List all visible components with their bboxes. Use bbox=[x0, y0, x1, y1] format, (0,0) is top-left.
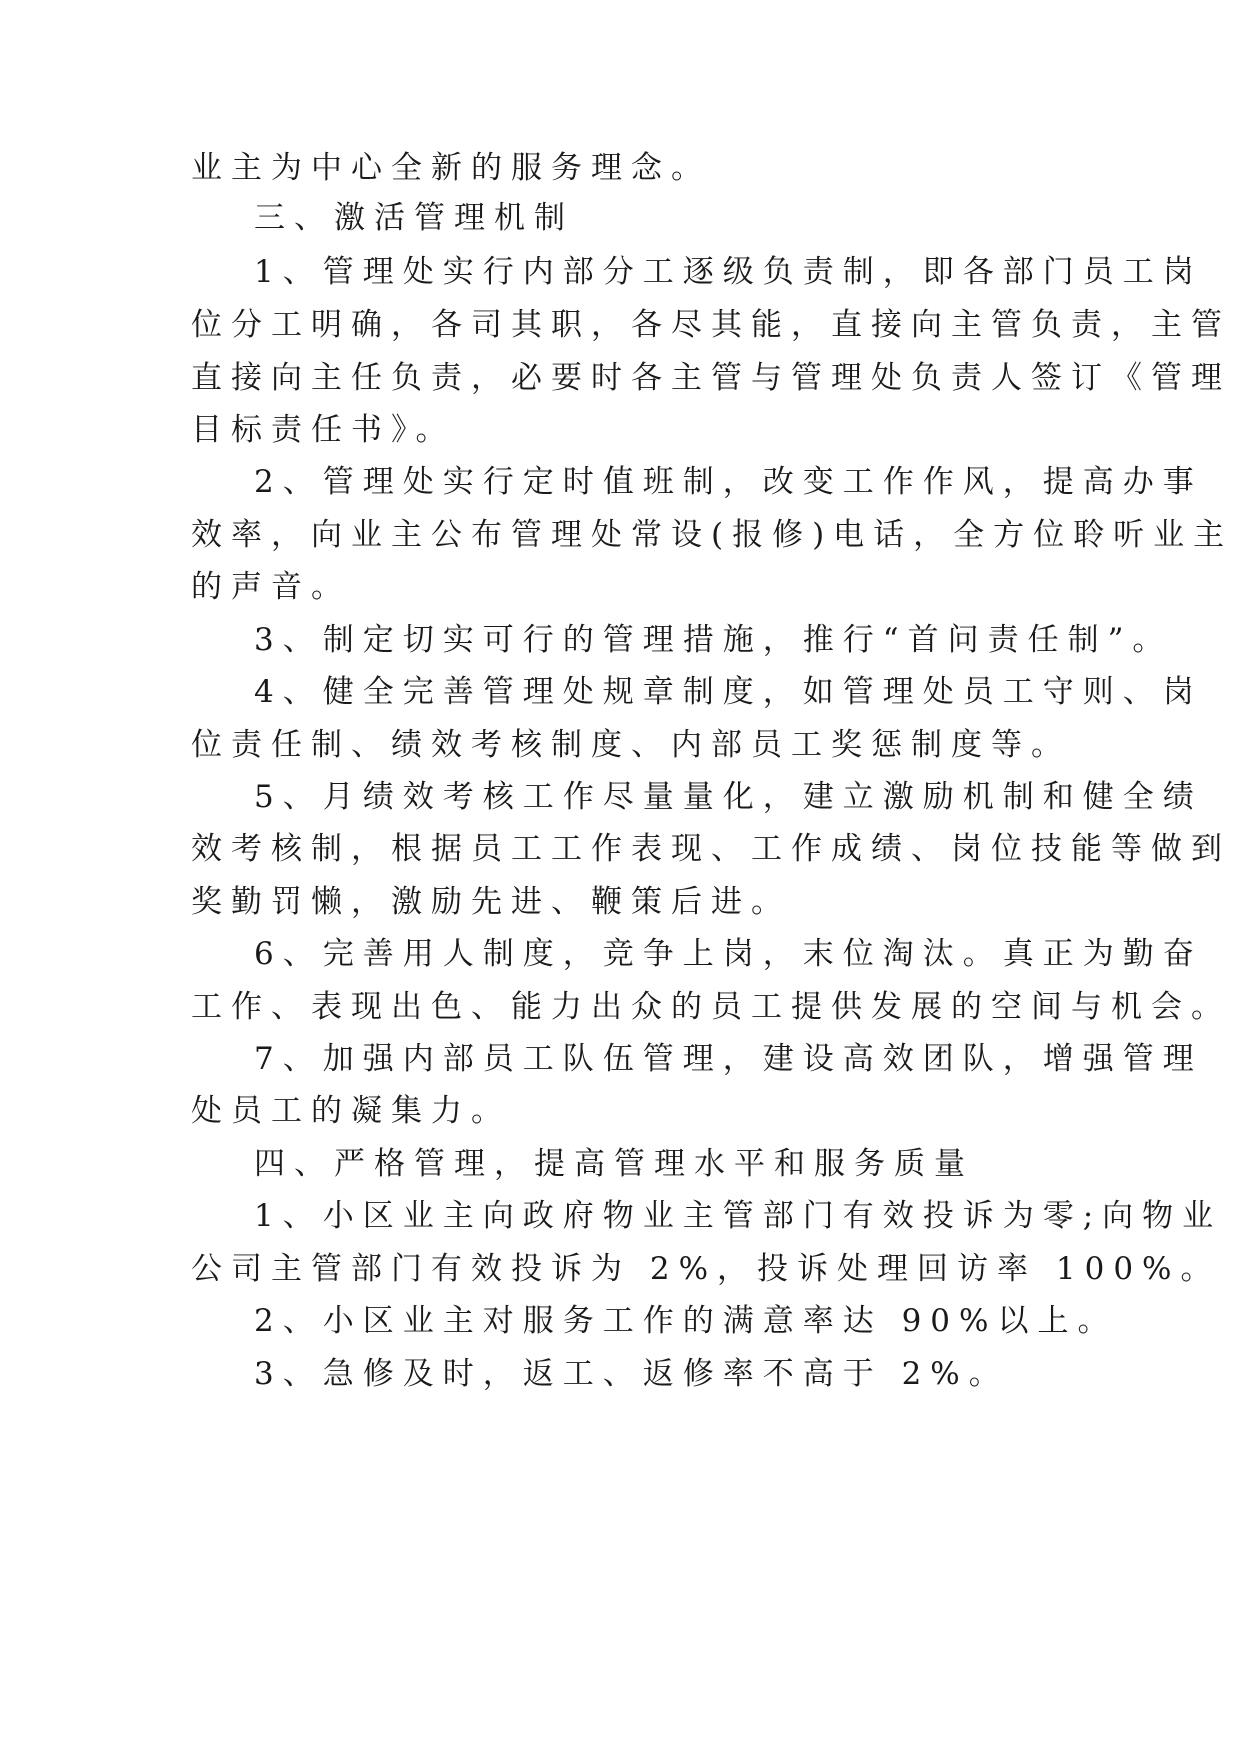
paragraph-line: 目标责任书》。 bbox=[191, 412, 456, 448]
paragraph-line: 1、管理处实行内部分工逐级负责制，即各部门员工岗 bbox=[254, 254, 1203, 290]
paragraph-line: 4、健全完善管理处规章制度，如管理处员工守则、岗 bbox=[254, 674, 1203, 710]
paragraph-line: 公司主管部门有效投诉为 2%，投诉处理回访率 100%。 bbox=[191, 1251, 1221, 1287]
paragraph-line: 效考核制，根据员工工作表现、工作成绩、岗位技能等做到 bbox=[191, 831, 1231, 867]
paragraph-line: 6、完善用人制度，竞争上岗，末位淘汰。真正为勤奋 bbox=[254, 936, 1203, 972]
paragraph-line: 处员工的凝集力。 bbox=[191, 1093, 511, 1129]
paragraph-line: 3、制定切实可行的管理措施，推行“首问责任制”。 bbox=[254, 622, 1173, 658]
paragraph-line: 位责任制、绩效考核制度、内部员工奖惩制度等。 bbox=[191, 727, 1071, 763]
paragraph-line: 2、小区业主对服务工作的满意率达 90%以上。 bbox=[254, 1303, 1118, 1339]
paragraph-line: 5、月绩效考核工作尽量量化，建立激励机制和健全绩 bbox=[254, 779, 1203, 815]
paragraph-line: 2、管理处实行定时值班制，改变工作作风，提高办事 bbox=[254, 464, 1203, 500]
section-heading: 三、激活管理机制 bbox=[254, 200, 574, 236]
paragraph-line: 直接向主任负责，必要时各主管与管理处负责人签订《管理 bbox=[191, 360, 1231, 396]
paragraph-line: 的声音。 bbox=[191, 569, 351, 605]
paragraph-line: 奖勤罚懒，激励先进、鞭策后进。 bbox=[191, 884, 791, 920]
paragraph-line: 7、加强内部员工队伍管理，建设高效团队，增强管理 bbox=[254, 1041, 1203, 1077]
paragraph-line: 位分工明确，各司其职，各尽其能，直接向主管负责，主管 bbox=[191, 307, 1231, 343]
paragraph-line: 工作、表现出色、能力出众的员工提供发展的空间与机会。 bbox=[191, 989, 1231, 1025]
section-heading: 四、严格管理，提高管理水平和服务质量 bbox=[254, 1146, 974, 1182]
paragraph-line: 效率，向业主公布管理处常设(报修)电话，全方位聆听业主 bbox=[191, 517, 1234, 553]
paragraph-line: 1、小区业主向政府物业主管部门有效投诉为零;向物业 bbox=[254, 1198, 1223, 1234]
paragraph-line: 3、急修及时，返工、返修率不高于 2%。 bbox=[254, 1356, 1009, 1392]
paragraph-line: 业主为中心全新的服务理念。 bbox=[191, 150, 711, 186]
